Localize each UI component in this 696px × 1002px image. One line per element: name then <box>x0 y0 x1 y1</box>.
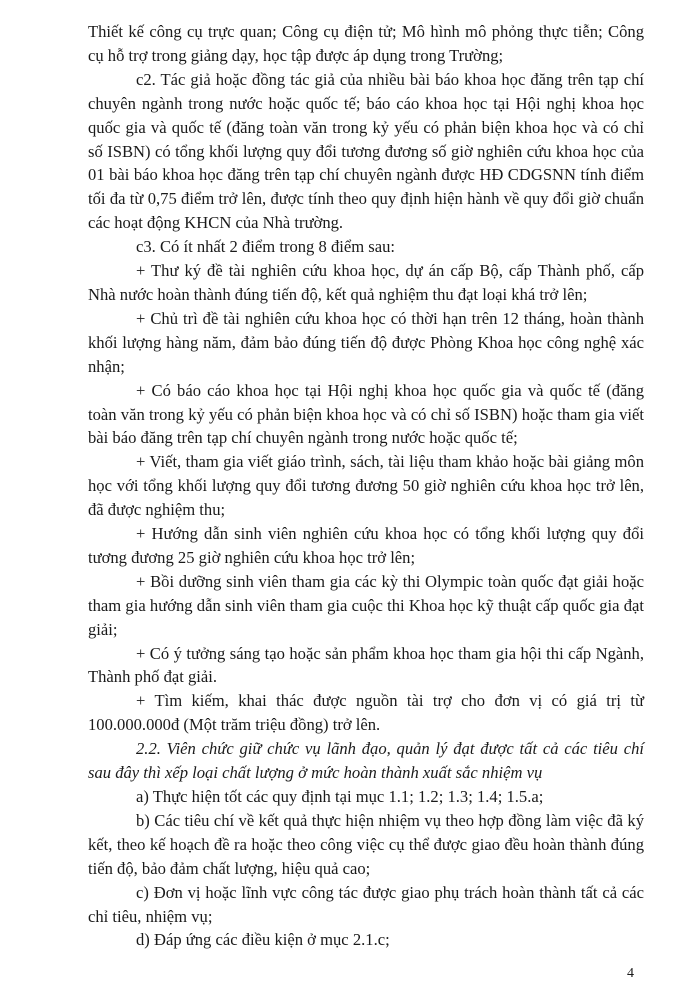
list-item: + Thư ký đề tài nghiên cứu khoa học, dự án cấp Bộ, cấp Thành phố, cấp Nhà nước hoàn thành đúng tiến độ, kết quả nghiệm thu đạt loại khá trở lên; <box>88 261 644 304</box>
paragraph-tools-continued: Thiết kế công cụ trực quan; Công cụ điện tử; Mô hình mô phỏng thực tiễn; Công cụ hỗ trợ trong giảng dạy, học tập được áp dụng trong Trường; <box>88 22 644 65</box>
criterion-b: b) Các tiêu chí về kết quả thực hiện nhiệm vụ theo hợp đồng làm việc đã ký kết, theo kế hoạch đề ra hoặc theo công việc cụ thể được giao đều hoàn thành đúng tiến độ, bảo đảm chất lượng, hiệu quả cao; <box>88 810 644 878</box>
page-number: 4 <box>627 966 634 981</box>
list-item: + Viết, tham gia viết giáo trình, sách, tài liệu tham khảo hoặc bài giảng môn học với tổng khối lượng quy đổi tương đương 50 giờ nghiên cứu khoa học trở lên, đã được nghiệm thu; <box>88 452 644 520</box>
paragraph-c2: c2. Tác giả hoặc đồng tác giả của nhiều bài báo khoa học đăng trên tạp chí chuyên ngành trong nước hoặc quốc tế; báo cáo khoa học tại Hội nghị khoa học quốc gia và quốc tế (đăng toàn văn trong kỷ yếu có phản biện khoa học và có chỉ số ISBN) có tổng khối lượng quy đổi tương đương số giờ nghiên cứu khoa học của 01 bài báo khoa học đăng trên tạp chí chuyên ngành được HĐ CDGSNN tính điểm tối đa từ 0,75 điểm trở lên, được tính theo quy định hiện hành về quy đổi giờ chuẩn các hoạt động KHCN của Nhà trường. <box>88 69 644 233</box>
paragraph-c3: c3. Có ít nhất 2 điểm trong 8 điểm sau: <box>136 237 396 257</box>
criterion-a: a) Thực hiện tốt các quy định tại mục 1.1; 1.2; 1.3; 1.4; 1.5.a; <box>136 787 544 806</box>
criterion-d: d) Đáp ứng các điều kiện ở mục 2.1.c; <box>136 930 390 950</box>
list-item: + Tìm kiếm, khai thác được nguồn tài trợ cho đơn vị có giá trị từ 100.000.000đ (Một trăm triệu đồng) trở lên. <box>88 691 644 735</box>
list-item: + Chủ trì đề tài nghiên cứu khoa học có thời hạn trên 12 tháng, hoàn thành khối lượng hàng năm, đảm bảo đúng tiến độ được Phòng Khoa học công nghệ xác nhận; <box>88 308 644 376</box>
list-item: + Hướng dẫn sinh viên nghiên cứu khoa học có tổng khối lượng quy đổi tương đương 25 giờ nghiên cứu khoa học trở lên; <box>88 524 644 567</box>
list-item: + Có báo cáo khoa học tại Hội nghị khoa học quốc gia và quốc tế (đăng toàn văn trong kỷ yếu có phản biện khoa học và có chỉ số ISBN) hoặc tham gia viết bài báo đăng trên tạp chí chuyên ngành trong nước hoặc quốc tế; <box>88 380 644 448</box>
criterion-c: c) Đơn vị hoặc lĩnh vực công tác được giao phụ trách hoàn thành tất cả các chỉ tiêu, nhiệm vụ; <box>88 882 644 926</box>
list-item: + Bồi dưỡng sinh viên tham gia các kỳ thi Olympic toàn quốc đạt giải hoặc tham gia hướng dẫn sinh viên tham gia cuộc thi Khoa học kỹ thuật cấp quốc gia đạt giải; <box>88 571 644 639</box>
section-heading-2-2: 2.2. Viên chức giữ chức vụ lãnh đạo, quản lý đạt được tất cả các tiêu chí sau đây thì xếp loại chất lượng ở mức hoàn thành xuất sắc nhiệm vụ <box>88 739 644 783</box>
body-text <box>88 20 644 952</box>
list-item: + Có ý tưởng sáng tạo hoặc sản phẩm khoa học tham gia hội thi cấp Ngành, Thành phố đạt giải. <box>88 643 644 687</box>
